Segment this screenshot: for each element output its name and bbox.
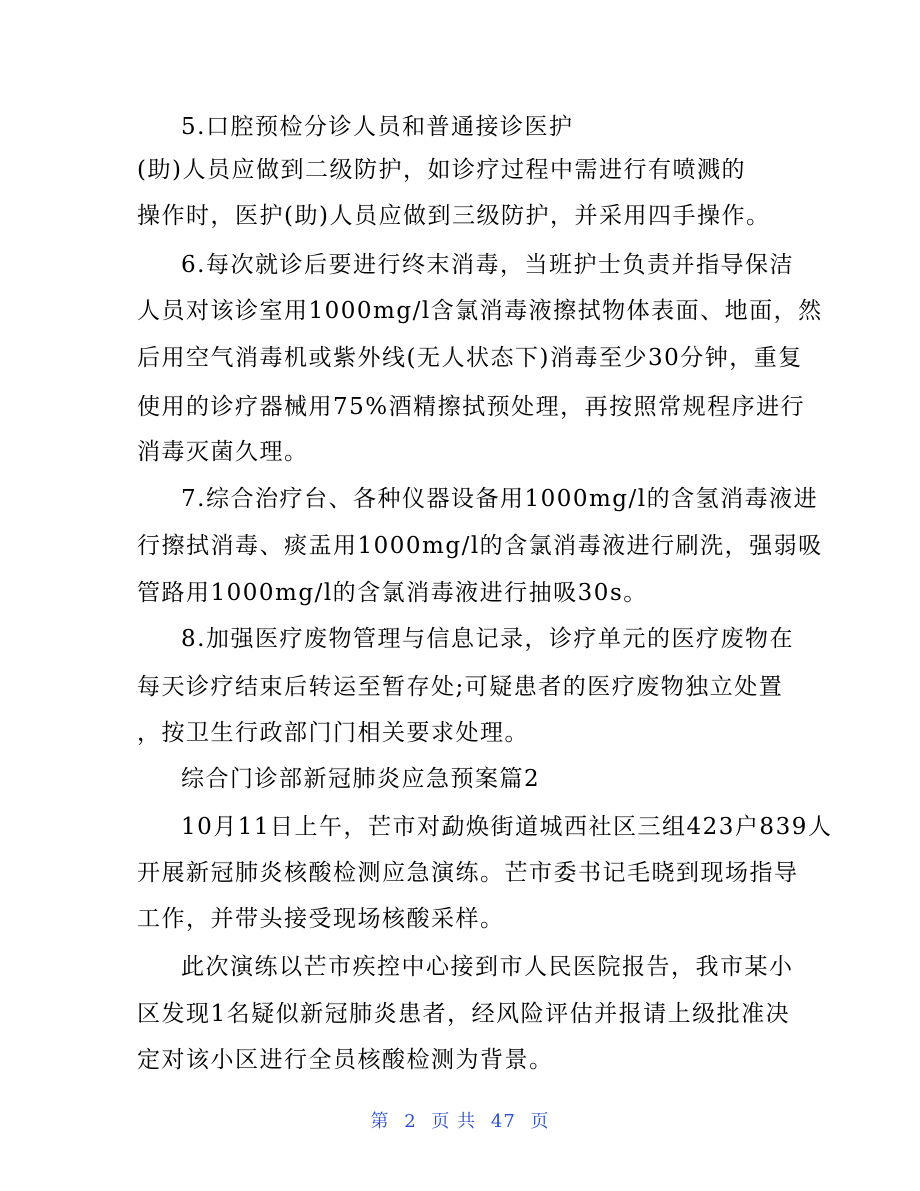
text-line: 8.加强医疗废物管理与信息记录，诊疗单元的医疗废物在 — [181, 626, 794, 652]
text-line: 管路用1000mg/l的含氯消毒液进行抽吸30s。 — [137, 580, 648, 606]
text-line: 区发现1名疑似新冠肺炎患者，经风险评估并报请上级批准决 — [137, 1001, 791, 1027]
text-line: 行擦拭消毒、痰盂用1000mg/l的含氯消毒液进行刷洗，强弱吸 — [137, 533, 823, 559]
text-line: 人员对该诊室用1000mg/l含氯消毒液擦拭物体表面、地面，然 — [137, 298, 823, 324]
text-line: 10月11日上午，芒市对勐焕街道城西社区三组423户839人 — [181, 814, 833, 840]
page-footer — [0, 1110, 920, 1134]
text-line: 6.每次就诊后要进行终末消毒，当班护士负责并指导保洁 — [181, 252, 794, 278]
section-heading: 综合门诊部新冠肺炎应急预案篇2 — [181, 766, 541, 792]
text-line: (助)人员应做到二级防护，如诊疗过程中需进行有喷溅的 — [137, 157, 746, 183]
text-line: ，按卫生行政部门门相关要求处理。 — [137, 720, 529, 746]
text-line: 每天诊疗结束后转运至暂存处;可疑患者的医疗废物独立处置 — [137, 674, 784, 700]
text-line: 此次演练以芒市疾控中心接到市人民医院报告，我市某小 — [181, 954, 794, 980]
text-line: 操作时，医护(助)人员应做到三级防护，并采用四手操作。 — [137, 203, 771, 229]
text-line: 5.口腔预检分诊人员和普通接诊医护 — [181, 114, 574, 140]
text-line: 工作，并带头接受现场核酸采样。 — [137, 906, 505, 932]
footer-prefix: 第 — [370, 1111, 390, 1132]
text-line: 消毒灭菌久理。 — [137, 439, 309, 465]
footer-page-number: 2 — [404, 1111, 417, 1132]
footer-total-pages: 47 — [490, 1111, 516, 1132]
text-line: 使用的诊疗器械用75%酒精擦拭预处理，再按照常规程序进行 — [137, 394, 806, 420]
text-line: 后用空气消毒机或紫外线(无人状态下)消毒至少30分钟，重复 — [137, 345, 803, 371]
text-line: 开展新冠肺炎核酸检测应急演练。芒市委书记毛晓到现场指导 — [137, 860, 799, 886]
footer-suffix: 页 — [530, 1111, 550, 1132]
text-line: 定对该小区进行全员核酸检测为背景。 — [137, 1047, 554, 1073]
footer-middle: 页 共 — [431, 1111, 477, 1132]
text-line: 7.综合治疗台、各种仪器设备用1000mg/l的含氢消毒液进 — [181, 486, 819, 512]
